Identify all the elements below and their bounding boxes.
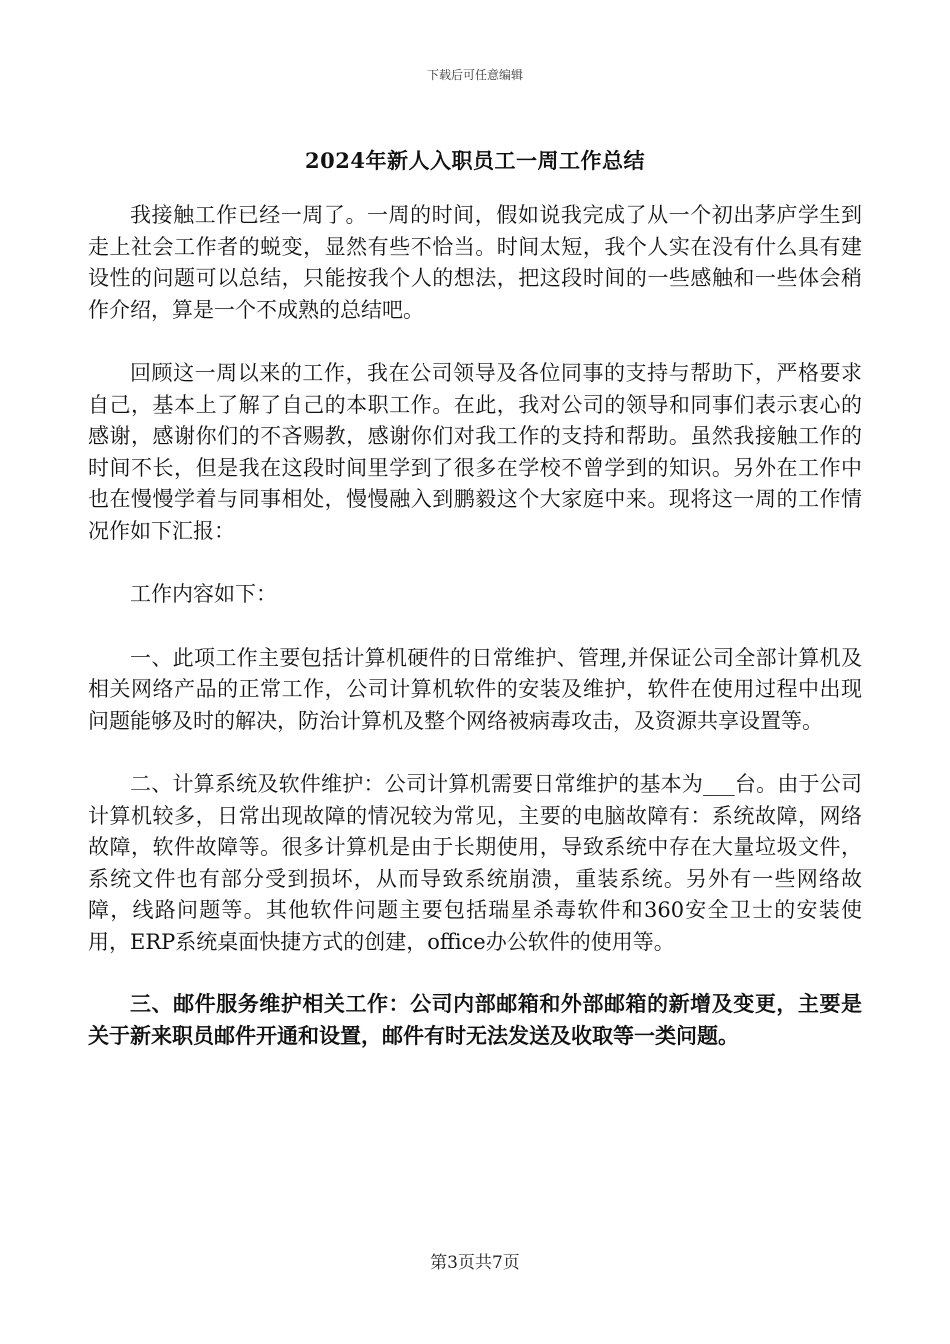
page-number: 第3页共7页 (430, 1253, 520, 1273)
paragraph-work-content-heading: 工作内容如下： (130, 582, 277, 606)
document-title: 2024年新人入职员工一周工作总结 (305, 148, 645, 173)
paragraph-item-two: 二、计算系统及软件维护：公司计算机需要日常维护的基本为___台。由于公司计算机较多，日常出现故障的情况较为常见，主要的电脑故障有：系统故障，网络故障，软件故障等。很多计算机是由于长期使用，导致系统中存在大量垃圾文件，系统文件也有部分受到损坏，从而导致系统崩溃，重装系统。另外有一些网络故障，线路问题等。其他软件问题主要包括瑞星杀毒软件和360安全卫士的安装使用，ERP系统桌面快捷方式的创建，office办公软件的使用等。 (88, 772, 862, 954)
paragraph-item-three: 三、邮件服务维护相关工作：公司内部邮箱和外部邮箱的新增及变更，主要是关于新来职员邮件开通和设置，邮件有时无法发送及收取等一类问题。 (88, 991, 862, 1048)
document-body (88, 200, 862, 1051)
paragraph-review: 回顾这一周以来的工作，我在公司领导及各位同事的支持与帮助下，严格要求自己，基本上了解了自己的本职工作。在此，我对公司的领导和同事们表示衷心的感谢，感谢你们的不吝赐教，感谢你们对我工作的支持和帮助。虽然我接触工作的时间不长，但是我在这段时间里学到了很多在学校不曾学到的知识。另外在工作中也在慢慢学着与同事相处，慢慢融入到鹏毅这个大家庭中来。现将这一周的工作情况作如下汇报： (88, 361, 862, 543)
paragraph-item-one: 一、此项工作主要包括计算机硬件的日常维护、管理,并保证公司全部计算机及相关网络产品的正常工作，公司计算机软件的安装及维护，软件在使用过程中出现问题能够及时的解决，防治计算机及整个网络被病毒攻击，及资源共享设置等。 (88, 645, 862, 733)
paragraph-intro: 我接触工作已经一周了。一周的时间，假如说我完成了从一个初出茅庐学生到走上社会工作者的蜕变，显然有些不恰当。时间太短，我个人实在没有什么具有建设性的问题可以总结，只能按我个人的想法，把这段时间的一些感触和一些体会稍作介绍，算是一个不成熟的总结吧。 (88, 203, 862, 322)
header-note: 下载后可任意编辑 (426, 68, 523, 82)
